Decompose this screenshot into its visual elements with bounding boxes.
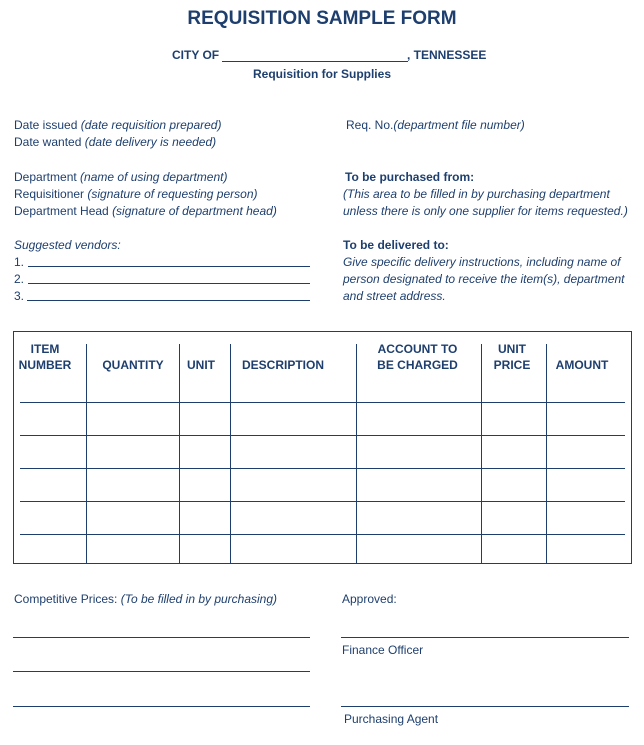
approved-label: Approved:: [342, 592, 397, 606]
requisitioner-label: Requisitioner: [14, 187, 85, 201]
purchased-from-hint-2: unless there is only one supplier for items requested.): [343, 204, 628, 218]
requisitioner-field[interactable]: [14, 187, 258, 201]
column-divider: [481, 344, 482, 563]
header-unit: UNIT: [187, 358, 215, 372]
row-divider: [20, 501, 625, 502]
header-account: [370, 341, 465, 373]
vendor-line[interactable]: [28, 266, 310, 267]
header-line: ACCOUNT TO: [377, 342, 458, 356]
department-label: Department: [14, 170, 77, 184]
requisitioner-hint: (signature of requesting person): [87, 187, 258, 201]
vendor-number: 2.: [14, 272, 25, 286]
row-divider: [20, 402, 625, 403]
column-divider: [230, 344, 231, 563]
date-issued-hint: (date requisition prepared): [80, 118, 222, 132]
date-wanted-hint: (date delivery is needed): [84, 135, 217, 149]
competitive-price-line[interactable]: [13, 671, 310, 672]
column-divider: [546, 344, 547, 563]
date-issued-field[interactable]: [14, 118, 221, 132]
req-no-field[interactable]: [346, 118, 525, 132]
header-quantity: QUANTITY: [102, 358, 164, 372]
department-field[interactable]: [14, 170, 227, 184]
row-divider: [20, 435, 625, 436]
vendor-number: 1.: [14, 255, 25, 269]
city-label: CITY OF: [172, 48, 220, 62]
finance-officer-signature-line[interactable]: [341, 637, 629, 638]
column-divider: [86, 344, 87, 563]
header-line: ITEM: [30, 342, 60, 356]
delivered-to-hint-1: Give specific delivery instructions, including name of: [343, 255, 621, 269]
column-divider: [179, 344, 180, 563]
purchased-from-hint-1: (This area to be filled in by purchasing department: [343, 187, 610, 201]
header-line: NUMBER: [18, 358, 72, 372]
department-head-hint: (signature of department head): [112, 204, 277, 218]
competitive-prices-field: [14, 592, 277, 606]
vendor-line[interactable]: [28, 283, 310, 284]
vendor-number: 3.: [14, 289, 25, 303]
purchased-from-label: To be purchased from:: [345, 170, 475, 184]
department-head-field[interactable]: [14, 204, 277, 218]
header-line: UNIT: [498, 342, 526, 356]
column-divider: [356, 344, 357, 563]
competitive-price-line[interactable]: [13, 637, 310, 638]
competitive-price-line[interactable]: [13, 706, 310, 707]
row-divider: [20, 468, 625, 469]
date-wanted-label: Date wanted: [14, 135, 82, 149]
header-description: DESCRIPTION: [241, 358, 324, 372]
vendor-line[interactable]: [27, 300, 310, 301]
date-wanted-field[interactable]: [14, 135, 216, 149]
req-no-hint: (department file number): [393, 118, 525, 132]
delivered-to-hint-3: and street address.: [343, 289, 446, 303]
competitive-prices-hint: (To be filled in by purchasing): [120, 592, 278, 606]
purchasing-agent-signature-line[interactable]: [341, 706, 629, 707]
header-amount: AMOUNT: [555, 358, 609, 372]
req-no-label: Req. No.: [346, 118, 394, 132]
department-head-label: Department Head: [14, 204, 109, 218]
delivered-to-hint-2: person designated to receive the item(s), department: [343, 272, 625, 286]
header-line: PRICE: [493, 358, 531, 372]
department-hint: (name of using department): [80, 170, 228, 184]
state-label: , TENNESSEE: [407, 48, 487, 62]
form-title: REQUISITION SAMPLE FORM: [187, 8, 457, 29]
header-item-number: [14, 341, 76, 373]
form-subtitle: Requisition for Supplies: [252, 67, 391, 81]
competitive-prices-label: Competitive Prices:: [14, 592, 118, 606]
city-name-line[interactable]: [222, 61, 408, 62]
date-issued-label: Date issued: [14, 118, 78, 132]
purchasing-agent-label: Purchasing Agent: [344, 712, 439, 726]
header-unit-price: [482, 341, 542, 373]
row-divider: [20, 534, 625, 535]
suggested-vendors-label: Suggested vendors:: [14, 238, 121, 252]
finance-officer-label: Finance Officer: [342, 643, 424, 657]
header-line: BE CHARGED: [377, 358, 458, 372]
delivered-to-label: To be delivered to:: [343, 238, 449, 252]
